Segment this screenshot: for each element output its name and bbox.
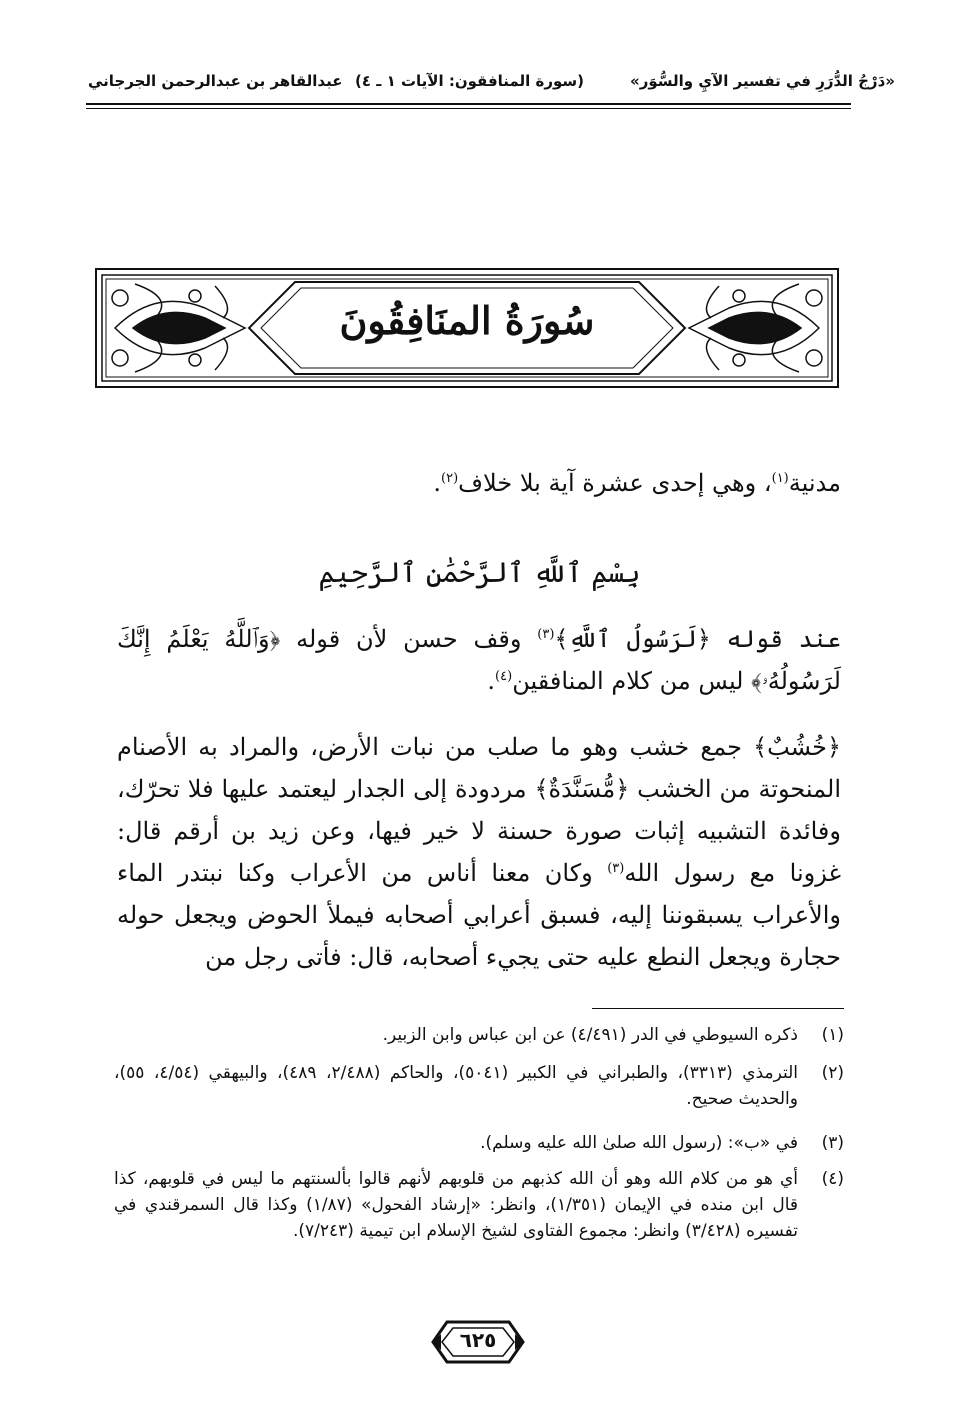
para1-text-4: . [487, 667, 496, 695]
header-rule [86, 103, 851, 105]
paragraph-1 [117, 618, 841, 702]
para1-text-3: ليس من كلام المنافقين [512, 667, 752, 695]
intro-text-a: مدنية [788, 469, 841, 497]
header-section: (سورة المنافقون: الآيات ١ ـ ٤) [355, 72, 584, 90]
page-number-badge [431, 1318, 525, 1366]
footnote-number: (١) [821, 1025, 844, 1045]
para2-text-2: مردودة إلى الجدار ليعتمد عليها فلا تحرّك، وفائدة التشبيه إثبات صورة حسنة لا خير فيها، وعن زيد بن أرقم قال: غزونا مع رسول الله [117, 775, 842, 887]
footnote-3 [114, 1130, 844, 1156]
intro-text-b: ، وهي إحدى عشرة آية بلا خلاف [458, 469, 772, 497]
surah-title: سُورَةُ المنَافِقُونَ [339, 298, 595, 343]
surah-banner [95, 268, 839, 388]
intro-text-c: . [433, 469, 442, 497]
page-number: ٦٢٥ [459, 1328, 497, 1352]
quran-quote: ﴿لَرَسُولُ ٱللَّهِ﴾ [554, 625, 711, 653]
footnote-text: ذكره السيوطي في الدر (٤/٤٩١) عن ابن عباس وابن الزبير. [382, 1025, 798, 1045]
footnote-ref: (٢) [441, 471, 459, 486]
paragraph-2 [117, 726, 841, 978]
footnote-2 [114, 1060, 844, 1112]
header-rule-thin [86, 108, 851, 109]
footnote-ref: (٤) [495, 669, 513, 684]
footnote-number: (٢) [821, 1063, 844, 1083]
quran-quote: ﴿وَٱللَّهُ يَعْلَمُ إِنَّكَ لَرَسُولُهُۥ﴾ [117, 625, 841, 695]
quran-quote: ﴿مُّسَنَّدَةٌ﴾ [534, 775, 630, 803]
footnote-text: الترمذي (٣٣١٣)، والطبراني في الكبير (٥٠٤١)، والحاكم (٢/٤٨٨، ٤٨٩)، والبيهقي (٤/٥٤، ٥٥)، والحديث صحيح. [114, 1063, 799, 1109]
para2-text-3: وكان معنا أناس من الأعراب وكنا نبتدر الماء والأعراب يسبقوننا إليه، فسبق أعرابي أصحابه فيملأ الحوض ويجعل حوله حجارة ويجعل النطع عليه حتى يجيء أصحابه، قال: فأتى رجل من [117, 859, 842, 971]
footnote-text: أي هو من كلام الله وهو أن الله كذبهم من قلوبهم لأنهم قالوا بألسنتهم ما ليس في قلوبهم، كذا قال ابن منده في الإيمان (١/٣٥١)، وانظر: «إرشاد الفحول» (١/٨٧) وكذا قال السمرقندي في تفسيره (٣/٤٢٨) وانظر: مجموع الفتاوى لشيخ الإسلام ابن تيمية (٧/٢٤٣). [114, 1169, 799, 1241]
footnote-separator [592, 1008, 844, 1009]
header-book-title: «دَرْجُ الدُّرَرِ في تفسير الآيِ والسُّوَر» [630, 72, 895, 90]
footnote-number: (٣) [821, 1133, 844, 1153]
footnote-4 [114, 1166, 844, 1244]
header-author: عبدالقاهر بن عبدالرحمن الجرجاني [88, 72, 343, 90]
footnote-text: في «ب»: (رسول الله صلىٰ الله عليه وسلم). [480, 1133, 798, 1153]
intro-line [117, 462, 841, 504]
quran-quote: ﴿خُشُبٌ﴾ [753, 733, 841, 761]
footnote-ref: (٣) [537, 627, 555, 642]
footnote-ref: (٣) [607, 861, 625, 876]
para1-text-1: عند قوله [710, 625, 841, 653]
footnote-number: (٤) [821, 1169, 844, 1189]
para2-text-1: جمع خشب وهو ما صلب من نبات الأرض، والمراد به الأصنام المنحوتة من الخشب [117, 733, 841, 803]
footnote-ref: (١) [771, 471, 789, 486]
basmala: بِسْمِ ٱللَّهِ ٱلرَّحْمَٰنِ ٱلرَّحِيمِ [318, 556, 641, 589]
para1-text-2: وقف حسن لأن قوله [280, 625, 538, 653]
footnote-1 [114, 1022, 844, 1048]
